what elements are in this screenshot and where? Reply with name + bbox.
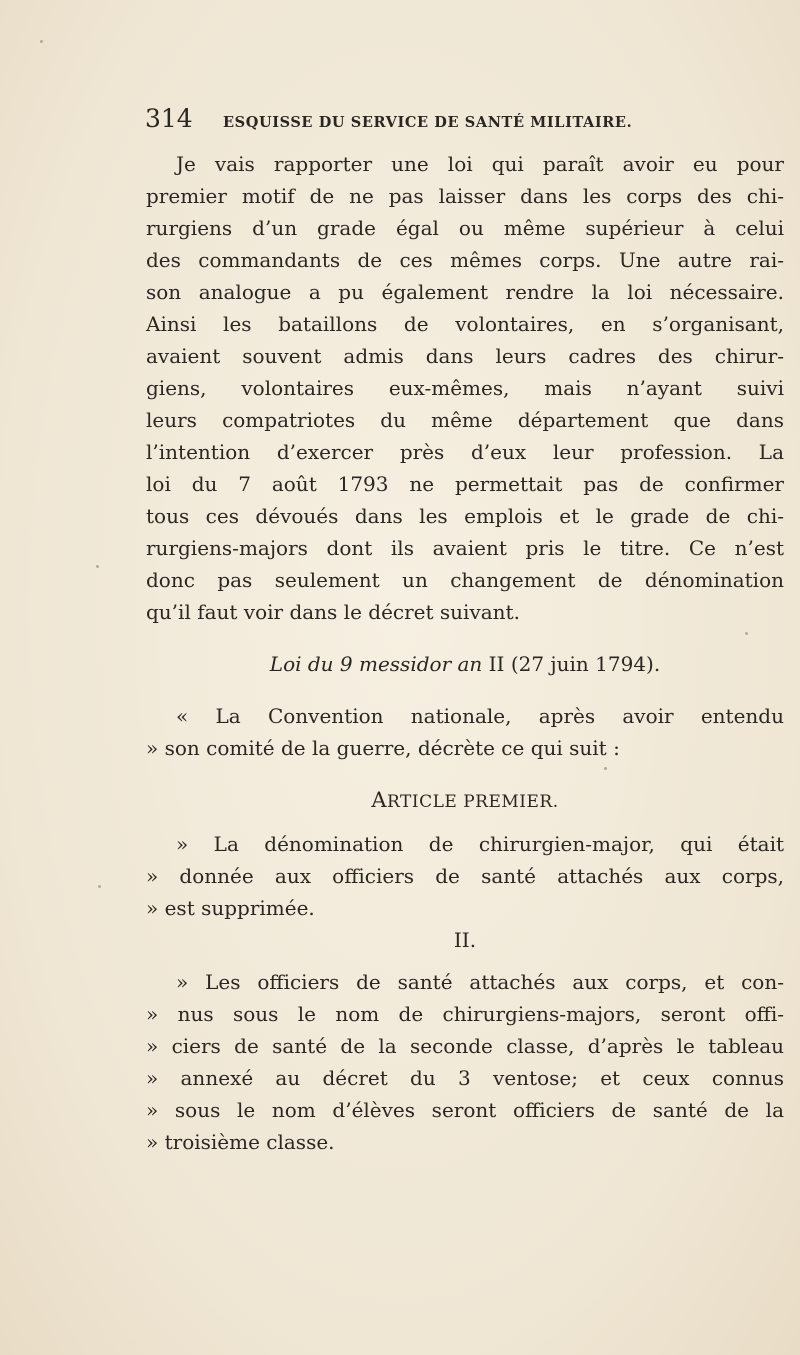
law-title-italic: Loi du 9 messidor an bbox=[269, 652, 483, 676]
text-line: » est supprimée. bbox=[146, 896, 315, 920]
paper-speck bbox=[604, 767, 607, 770]
running-head: ESQUISSE DU SERVICE DE SANTÉ MILITAIRE. bbox=[223, 114, 633, 131]
text-line: l’intention d’exercer près d’eux leur profession. La bbox=[146, 440, 784, 464]
text-line: des commandants de ces mêmes corps. Une autre rai- bbox=[146, 248, 784, 272]
text-line: qu’il faut voir dans le décret suivant. bbox=[146, 600, 520, 624]
text-line: son analogue a pu également rendre la loi nécessaire. bbox=[146, 280, 784, 304]
law-title-roman: II (27 juin 1794). bbox=[482, 652, 661, 676]
paper-speck bbox=[745, 632, 748, 635]
text-line: rurgiens d’un grade égal ou même supérieur à celui bbox=[146, 216, 784, 240]
text-line: » sous le nom d’élèves seront officiers de santé de la bbox=[146, 1098, 784, 1122]
article-heading-rest: RTICLE PREMIER. bbox=[387, 792, 559, 812]
text-line: » son comité de la guerre, décrète ce qui suit : bbox=[146, 736, 620, 760]
article-heading-cap: A bbox=[371, 788, 388, 812]
text-line: « La Convention nationale, après avoir entendu bbox=[176, 704, 784, 728]
text-line: loi du 7 août 1793 ne permettait pas de confirmer bbox=[146, 472, 784, 496]
text-line: premier motif de ne pas laisser dans les corps des chi- bbox=[146, 184, 784, 208]
text-line: » donnée aux officiers de santé attachés aux corps, bbox=[146, 864, 784, 888]
text-line: donc pas seulement un changement de dénomination bbox=[146, 568, 784, 592]
text-line: Ainsi les bataillons de volontaires, en s’organisant, bbox=[146, 312, 784, 336]
paper-speck bbox=[96, 565, 99, 568]
text-line: rurgiens-majors dont ils avaient pris le titre. Ce n’est bbox=[146, 536, 784, 560]
paper-speck bbox=[40, 40, 43, 43]
text-line: giens, volontaires eux-mêmes, mais n’ayant suivi bbox=[146, 376, 784, 400]
article-number: II. bbox=[453, 928, 477, 952]
article-heading bbox=[146, 786, 784, 816]
paper-speck bbox=[98, 885, 101, 888]
text-line: » ciers de santé de la seconde classe, d’après le tableau bbox=[146, 1034, 784, 1058]
text-line: » nus sous le nom de chirurgiens-majors, seront offi- bbox=[146, 1002, 784, 1026]
text-line: » Les officiers de santé attachés aux corps, et con- bbox=[176, 970, 784, 994]
law-title bbox=[146, 650, 784, 678]
page-number: 314 bbox=[145, 104, 193, 133]
text-line: leurs compatriotes du même département que dans bbox=[146, 408, 784, 432]
text-line: » troisième classe. bbox=[146, 1130, 335, 1154]
text-line: tous ces dévoués dans les emplois et le grade de chi- bbox=[146, 504, 784, 528]
text-line: avaient souvent admis dans leurs cadres des chirur- bbox=[146, 344, 784, 368]
text-line: » La dénomination de chirurgien-major, qui était bbox=[176, 832, 784, 856]
page-header bbox=[145, 104, 665, 140]
text-line: » annexé au décret du 3 ventose; et ceux connus bbox=[146, 1066, 784, 1090]
text-line: Je vais rapporter une loi qui paraît avoir eu pour bbox=[176, 152, 784, 176]
